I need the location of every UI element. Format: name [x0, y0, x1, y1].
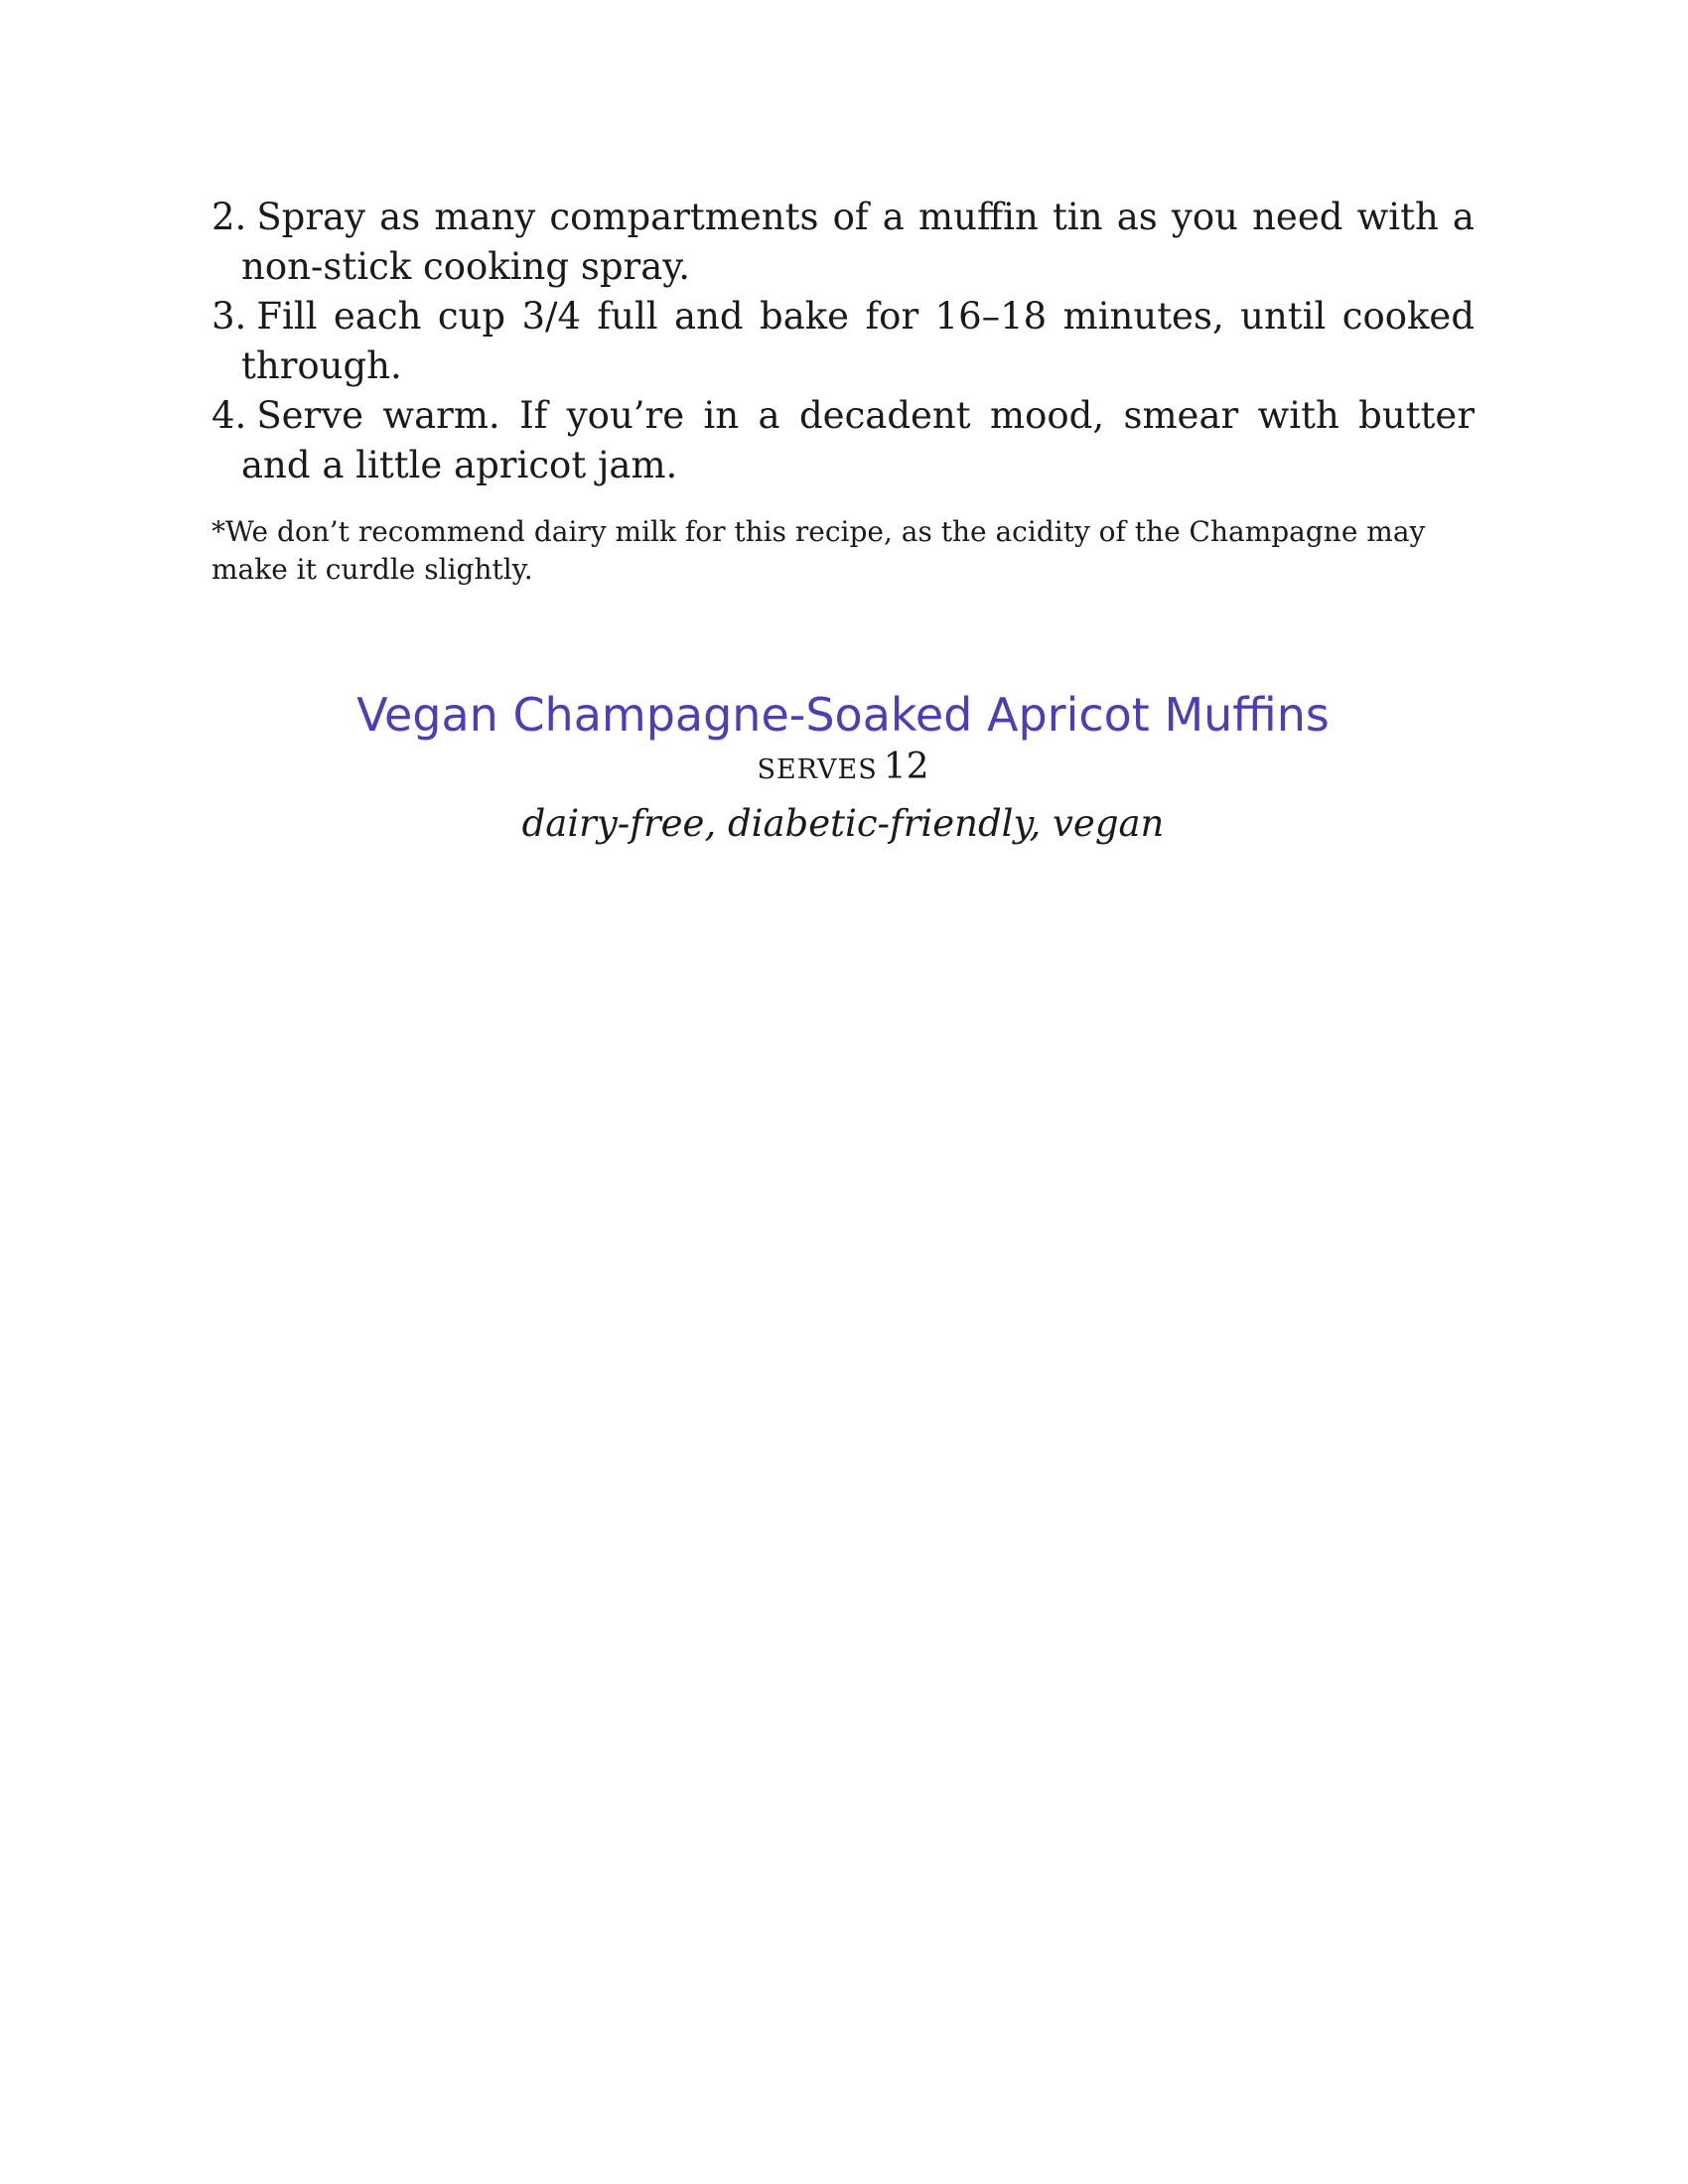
footnote: *We don’t recommend dairy milk for this recipe, as the acidity of the Champagne may make it curdle slightly. — [211, 515, 1426, 586]
step-number: 2. — [211, 196, 247, 238]
recipe-header — [211, 685, 1475, 850]
step-number: 4. — [211, 394, 247, 437]
step-number: 3. — [211, 295, 247, 338]
serves-label: SERVES — [757, 754, 878, 785]
step-text: Serve warm. If you’re in a decadent mood, smear with butter and a little apricot jam. — [241, 394, 1475, 486]
instruction-step — [211, 391, 1475, 490]
dietary-tags: dairy-free, diabetic-friendly, vegan — [521, 802, 1165, 845]
serves-line — [211, 745, 1475, 796]
serves-count: 12 — [883, 747, 929, 787]
instruction-steps — [211, 193, 1475, 490]
instruction-step — [211, 292, 1475, 391]
instruction-step — [211, 193, 1475, 292]
step-text: Fill each cup 3/4 full and bake for 16–18 minutes, until cooked through. — [241, 295, 1475, 387]
step-text: Spray as many compartments of a muffin tin as you need with a non-stick cooking spray. — [241, 196, 1475, 288]
recipe-title: Vegan Champagne-Soaked Apricot Muffins — [356, 688, 1330, 742]
